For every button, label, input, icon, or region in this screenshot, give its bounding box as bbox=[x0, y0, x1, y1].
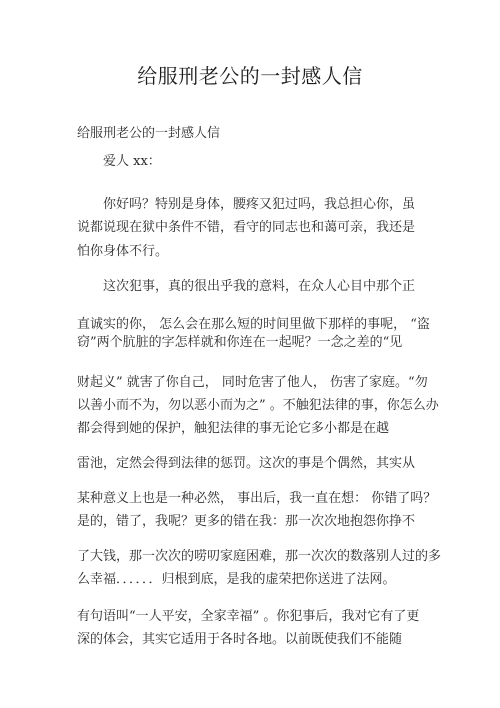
body-line-3: 怕你身体不行。 bbox=[77, 244, 169, 259]
body-line-13: 了大钱，那一次次的唠叨家庭困难，那一次次的数落别人过的多 bbox=[77, 549, 442, 564]
body-line-12: 是的，错了，我呢？更多的错在我：那一次次地抱怨你挣不 bbox=[77, 514, 416, 529]
body-line-15: 有句语叫“一人平安，全家幸福” 。你犯事后，我对它有了更 bbox=[77, 609, 420, 624]
document-subtitle: 给服刑老公的一封感人信 bbox=[77, 126, 221, 141]
body-line-9: 都会得到她的保护，触犯法律的事无论它多小都是在越 bbox=[77, 421, 390, 436]
body-line-4: 这次犯事，真的很出乎我的意料，在众人心目中那个正 bbox=[103, 279, 416, 294]
body-line-8: 以善小而不为，勿以恶小而为之” 。不触犯法律的事，你怎么办 bbox=[77, 398, 439, 413]
body-line-16: 深的体会，其实它适用于各时各地。以前既使我们不能随 bbox=[77, 632, 403, 647]
body-line-5: 直诚实的你， 怎么会在那么短的时间里做下那样的事呢， “盗 bbox=[77, 317, 430, 332]
body-line-1: 你好吗？特别是身体，腰疼又犯过吗，我总担心你，虽 bbox=[103, 197, 416, 212]
salutation: 爱人 xx： bbox=[103, 154, 161, 169]
body-line-14: 么幸福．．．．．．归根到底，是我的虚荣把你送进了法网。 bbox=[77, 572, 396, 587]
body-line-11: 某种意义上也是一种必然， 事出后，我一直在想： 你错了吗？ bbox=[77, 491, 437, 506]
page-title: 给服刑老公的一封感人信 bbox=[137, 64, 363, 88]
body-line-6: 窃”两个肮脏的字怎样就和你连在一起呢？一念之差的“见 bbox=[77, 335, 403, 350]
body-line-10: 雷池，定然会得到法律的惩罚。这次的事是个偶然，其实从 bbox=[77, 456, 416, 471]
body-line-2: 说都说现在狱中条件不错，看守的同志也和蔼可亲，我还是 bbox=[77, 220, 416, 235]
body-line-7: 财起义” 就害了你自己， 同时危害了他人， 伤害了家庭。“勿 bbox=[77, 375, 428, 390]
